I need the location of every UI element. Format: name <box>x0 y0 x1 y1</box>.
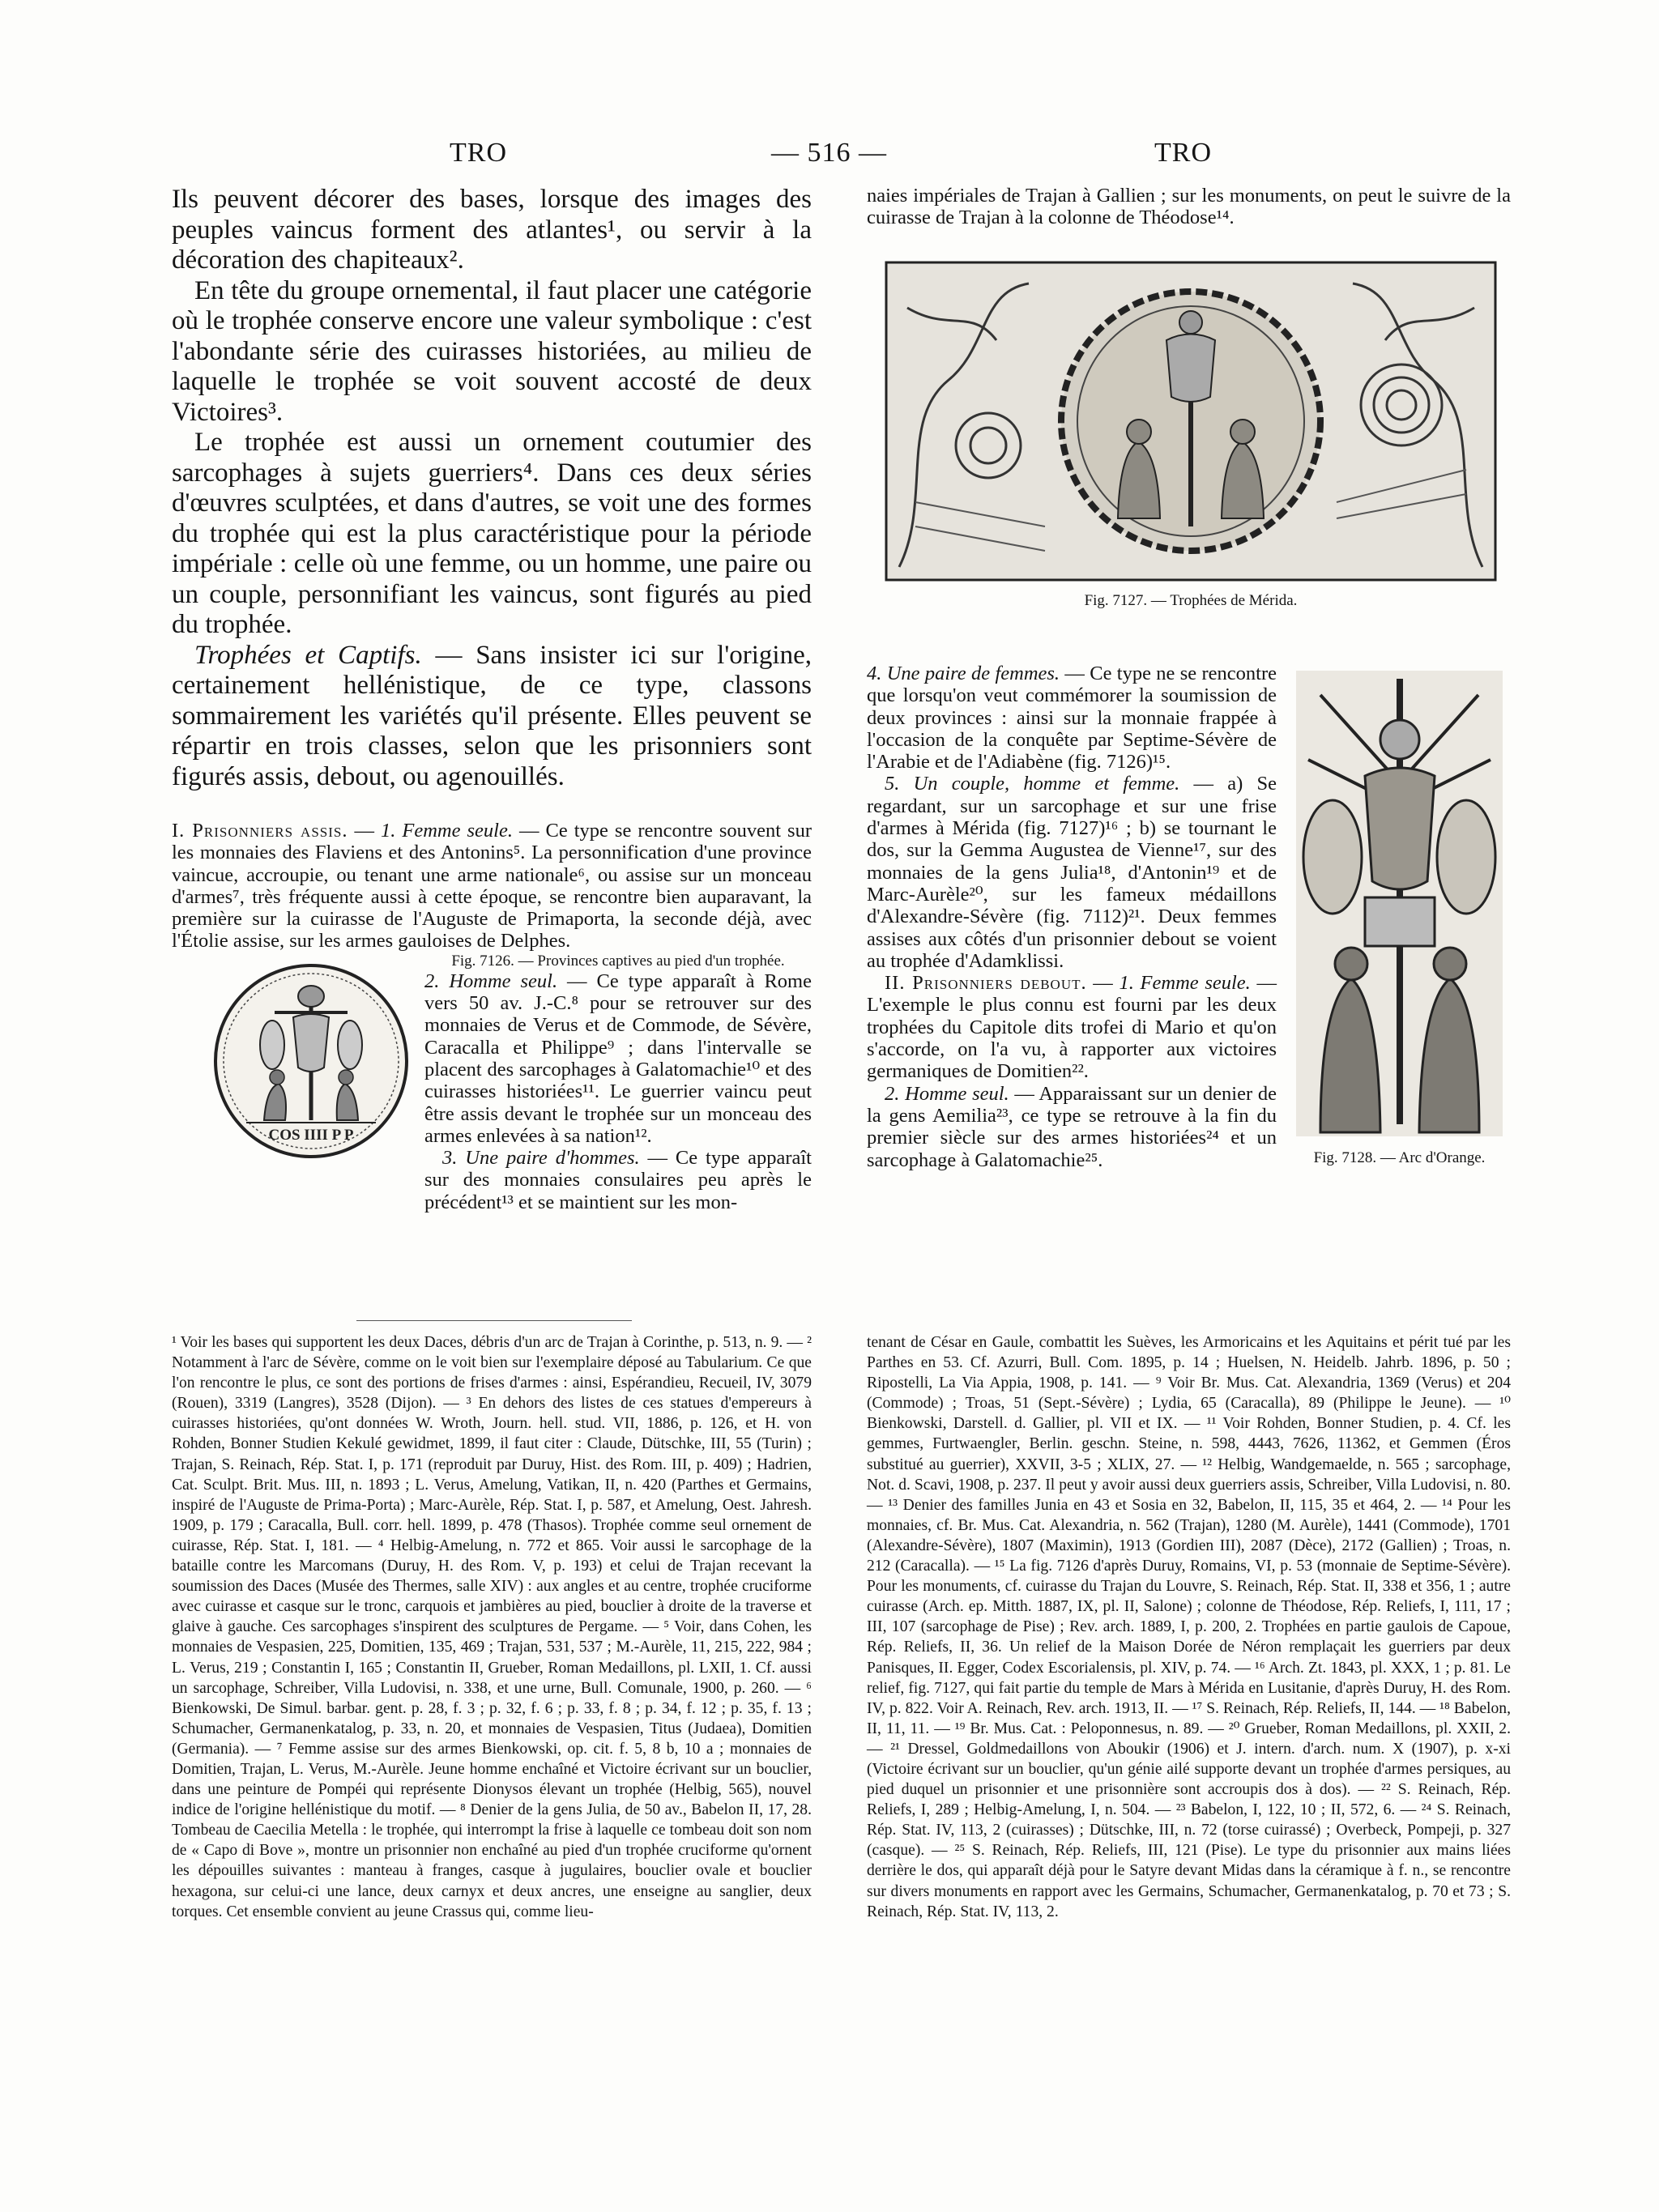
subsection-title: 2. Homme seul. <box>885 1082 1009 1105</box>
subsection-title: 4. Une paire de femmes. <box>867 663 1060 684</box>
figure-7128 <box>1288 663 1511 1169</box>
page-number: — 516 — <box>771 138 887 168</box>
paragraph-text: — Sans insister ici sur l'origine, certainement hellénistique, de ce type, classons sommairement les variétés qu'il présente. Elles peuvent se répartir en trois classes, selon que les prisonniers sont figurés assis, debout, ou agenouillés. <box>172 640 812 791</box>
running-head-left: TRO <box>450 138 507 168</box>
relief-illustration <box>883 259 1499 583</box>
paragraph: naies impériales de Trajan à Gallien ; sur les monuments, on peut le suivre de la cuirasse de Trajan à la colonne de Théodose¹⁴. <box>867 185 1511 229</box>
section-title: Trophées et Captifs. <box>194 640 422 670</box>
section-heading: I. Prisonniers assis. <box>172 820 348 842</box>
paragraph-text: — a) Se regardant, sur un sarcophage et sur une frise d'armes à Mérida (fig. 7127)¹⁶ ; b) se tournant le dos, sur la Gemma Augustea de Vienne¹⁷, sur des monnaies de la gens Julia¹⁸, d'Antonin¹⁹ et de Marc-Aurèle²⁰, sur les fameux médaillons d'Alexandre-Sévère (fig. 7112)²¹. Deux femmes assises aux côtés d'un prisonnier debout se voient au trophée d'Adamklissi. <box>867 773 1277 972</box>
subsection-title: 3. Une paire d'hommes. <box>442 1147 640 1170</box>
figure-caption: Fig. 7128. — Arc d'Orange. <box>1313 1149 1486 1167</box>
paragraph-captifs <box>172 641 812 793</box>
footnotes-left: ¹ Voir les bases qui supportent les deux Daces, débris d'un arc de Trajan à Corinthe, p. 513, n. 9. — ² Notamment à l'arc de Sévère, comme on le voit bien sur l'exemplaire déposé au Tabularium. Ce que l'on rencontre le plus, ce sont des portions de frises d'armes : ainsi, Espérandieu, Recueil, IV, 3079 (Rouen), 3319 (Langres), 3528 (Dijon). — ³ En dehors des listes de ces statues d'empereurs à cuirasses historiées, qu'ont données W. Wroth, Journ. hell. stud. VII, 1886, p. 126, et H. von Rohden, Bonner Studien Kekulé gewidmet, 1899, il faut citer : Claude, Dütschke, III, 55 (Turin) ; Trajan, S. Reinach, Rép. Stat. I, p. 171 (reproduit par Duruy, Hist. des Rom. III, p. 409) ; Hadrien, Cat. Sculpt. Brit. Mus. III, n. 1893 ; L. Verus, Amelung, Vatikan, II, n. 420 (Parthes et Germains, inspiré de l'Auguste de Prima-Porta) ; Marc-Aurèle, Rép. Stat. I, p. 587, et Amelung, Oest. Jahresh. 1909, p. 179 ; Caracalla, Bull. corr. hell. 1899, p. 478 (Thasos). Trophée comme seul ornement de cuirasse, Rép. Stat. I, 181. — ⁴ Helbig-Amelung, n. 772 et 865. Voir aussi le sarcophage de la bataille contre les Marcomans (Duruy, H. des Rom. V, p. 193) et celui de Trajan recevant la soumission des Daces (Musée des Thermes, salle XIV) : aux angles et au centre, trophée cruciforme avec cuirasse et casque sur le tronc, carquois et jambières au pied, bouclier à droite de la traverse et glaive à gauche. Ces sarcophages s'inspirent des sculptures de Pergame. — ⁵ Voir, dans Cohen, les monnaies de Vespasien, 225, Domitien, 135, 469 ; Trajan, 531, 537 ; M.-Aurèle, 11, 215, 222, 984 ; L. Verus, 219 ; Constantin I, 165 ; Constantin II, Grueber, Roman Medaillons, pl. LXII, 1. Cf. aussi un sarcophage, Schreiber, Villa Ludovisi, n. 338, et une urne, Bull. Comunale, 1900, p. 260. — ⁶ Bienkowski, De Simul. barbar. gent. p. 28, f. 3 ; p. 32, f. 6 ; p. 33, f. 8 ; p. 34, f. 12 ; p. 35, f. 13 ; Schumacher, Germanenkatalog, p. 33, n. 20, et monnaies de Vespasien, Titus (Judaea), Domitien (Germania). — ⁷ Femme assise sur des armes Bienkowski, op. cit. f. 5, 8 b, 10 a ; monnaies de Domitien, Trajan, L. Verus, M.-Aurèle. Jeune homme enchaîné et Victoire écrivant sur un bouclier, dans une peinture de Pompéi qui représente Dionysos élevant un trophée (Helbig, 565), nouvel indice de l'origine hellénistique du motif. — ⁸ Denier de la gens Julia, de 50 av., Babelon II, 17, 28. Tombeau de Caecilia Metella : le trophée, qui interrompt la frise à laquelle ce tombeau doit son nom de « Capo di Bove », montre un prisonnier non enchaîné au pied d'un trophée cruciforme qu'ornent les dépouilles suivantes : manteau à franges, casque à jugulaires, bouclier ovale et bouclier hexagona, sur celui-ci une lance, deux carnyx et deux ancres, une enseigne au sanglier, deux torques. Cet ensemble convient au jeune Crassus qui, comme lieu- <box>172 1334 812 1920</box>
running-head-right: TRO <box>1154 138 1212 168</box>
paragraph-text: — Ce type apparaît à Rome vers 50 av. J.-C.⁸ pour se retrouver sur des monnaies de Verus et de Commode, de Sévère, Caracalla et Philippe⁹ ; dans l'intervalle se placent des sarcophages à Galatomachie¹⁰ et des cuirasses historiées¹¹. Le guerrier vaincu peut être assis devant le trophée sur un monceau des armes enlevées à sa nation¹². <box>424 970 812 1147</box>
arch-trophy-illustration <box>1288 663 1511 1144</box>
paragraph-s1: I. Prisonniers assis. — 1. Femme seule. — Ce type se rencontre souvent sur les monnaies des Flaviens et des Antonins⁵. La personnification d'une province vaincue, accroupie, ou tenant une arme nationale⁶, ou assise sur un monceau d'armes⁷, très fréquente aussi à cette époque, se rencontre bien auparavant, la première sur la cuirasse de l'Auguste de Primaporta, la seconde déjà, avec l'Étolie assise, sur les armes gauloises de Delphes. <box>172 820 812 953</box>
figure-caption: Fig. 7127. — Trophées de Mérida. <box>1084 592 1298 609</box>
figure-caption: Fig. 7126. — Provinces captives au pied d'un trophée. <box>451 952 785 970</box>
paragraph: En tête du groupe ornemental, il faut placer une catégorie où le trophée conserve encore une valeur symbolique : c'est l'abondante série des cuirasses historiées, au milieu de laquelle le trophée se voit souvent accosté de deux Victoires³. <box>172 275 812 427</box>
paragraph-text: — Apparaissant sur un denier de la gens Aemilia²³, ce type se retrouve à la fin du premier siècle sur des armes historiées²⁴ et un sarcophage à Galatomachie²⁵. <box>867 1082 1277 1171</box>
subsection-title: 1. Femme seule. <box>381 820 513 842</box>
paragraph-sII: II. Prisonniers debout. — 1. Femme seule. — L'exemple le plus connu est fourni par les deux trophées du Capitole dits trofei di Mario et qu'on s'accorde, on l'a vu, à rapporter aux victoires germaniques de Domitien²². <box>867 972 1277 1083</box>
right-column-body <box>867 663 1511 1175</box>
left-column-small <box>172 820 812 1226</box>
right-column-top <box>867 185 1511 229</box>
paragraph-text: — L'exemple le plus connu est fourni par les deux trophées du Capitole dits trofei di Mario et qu'on s'accorde, on l'a vu, à rapporter aux victoires germaniques de Domitien²². <box>867 972 1277 1083</box>
paragraph-text: — Ce type se rencontre souvent sur les monnaies des Flaviens et des Antonins⁵. La personnification d'une province vaincue, accroupie, ou tenant une arme nationale⁶, ou assise sur un monceau d'armes⁷, très fréquente aussi à cette époque, se rencontre bien auparavant, la première sur la cuirasse de l'Auguste de Primaporta, la seconde déjà, avec l'Étolie assise, sur les armes gauloises de Delphes. <box>172 820 812 953</box>
subsection-title: 5. Un couple, homme et femme. <box>885 773 1180 795</box>
figure-7127 <box>883 259 1499 610</box>
left-column-main <box>172 185 812 792</box>
figure-7126 <box>172 954 413 1221</box>
paragraph-text: — Ce type apparaît sur des monnaies consulaires peu après le précédent¹³ et se maintient sur les mon- <box>424 1147 812 1213</box>
footnote-divider <box>356 1320 632 1321</box>
coin-illustration <box>190 954 431 1173</box>
section-heading: II. Prisonniers debout. <box>885 972 1087 995</box>
paragraph-text: — Ce type ne se rencontre que lorsqu'on veut commémorer la soumission de deux provinces : ainsi sur la monnaie frappée à l'occasion de la conquête par Septime-Sévère de l'Arabie et de l'Adiabène (fig. 7126)¹⁵. <box>867 663 1277 774</box>
subsection-title: 2. Homme seul. <box>424 970 558 992</box>
coin-legend: COS IIII P P <box>268 1126 354 1144</box>
paragraph: Le trophée est aussi un ornement coutumier des sarcophages à sujets guerriers⁴. Dans ces deux séries d'œuvres sculptées, et dans d'autres, se voit une des formes du trophée qui est la plus caractéristique pour la période impériale : celle où une femme, ou un homme, une paire ou un couple, personnifiant les vaincus, sont figurés au pied du trophée. <box>172 428 812 639</box>
subsection-title: 1. Femme seule. <box>1119 972 1251 995</box>
paragraph: Ils peuvent décorer des bases, lorsque des images des peuples vaincus forment des atlantes¹, ou servir à la décoration des chapiteaux². <box>172 185 812 275</box>
footnotes-right: tenant de César en Gaule, combattit les Suèves, les Armoricains et les Aquitains et périt tué par les Parthes en 53. Cf. Azurri, Bull. Com. 1895, p. 14 ; Huelsen, N. Heidelb. Jahrb. 1896, p. 50 ; Ripostelli, La Via Appia, 1908, p. 141. — ⁹ Voir Br. Mus. Cat. Alexandria, 1369 (Verus) et 204 (Commode) ; Troas, 51 (Sept.-Sévère) ; Lydia, 65 (Caracalla), 89 (Philippe le Jeune). — ¹⁰ Bienkowski, Darstell. d. Gallier, pl. VII et IX. — ¹¹ Voir Rohden, Bonner Studien, p. 4. Cf. les gemmes, Furtwaengler, Berlin. geschn. Steine, n. 598, 4443, 7626, 11362, et Gemmen (Éros substitué au guerrier), XXVII, 3-5 ; XLIX, 27. — ¹² Helbig, Wandgemaelde, n. 565 ; sarcophage, Not. d. Scavi, 1908, p. 237. Il peut y avoir aussi deux guerriers assis, Schreiber, Villa Ludovisi, n. 80. — ¹³ Denier des familles Junia en 43 et Sosia en 32, Babelon, II, 115, 35 et 464, 2. — ¹⁴ Pour les monnaies, cf. Br. Mus. Cat. Alexandria, n. 562 (Trajan), 1280 (M. Aurèle), 1441 (Commode), 1701 (Alexandre-Sévère), 1807 (Maximin), 1913 (Gordien III), 2087 (Dèce), 2172 (Gallien) ; Troas, n. 212 (Caracalla). — ¹⁵ La fig. 7126 d'après Duruy, Romains, VI, p. 53 (monnaie de Septime-Sévère). Pour les monuments, cf. cuirasse du Trajan du Louvre, S. Reinach, Rép. Stat. II, 338 et 356, 1 ; autre cuirasse (Arch. ep. Mitth. 1887, IX, pl. II, Salone) ; colonne de Théodose, Rép. Reliefs, I, 111, 17 ; III, 107 (sarcophage de Pise) ; Rev. arch. 1889, I, p. 200, 2. Trophées en partie gaulois de Capoue, Rép. Reliefs, II, 36. Un relief de la Maison Dorée de Néron remplaçait les guerriers par deux Panisques, II. Egger, Codex Escorialensis, pl. XIV, p. 74. — ¹⁶ Arch. Zt. 1843, pl. XXX, 1 ; p. 81. Le relief, fig. 7127, qui fait partie du temple de Mars à Mérida en Lusitanie, d'après Duruy, H. des Rom. IV, p. 822. Voir A. Reinach, Rev. arch. 1913, II. — ¹⁷ S. Reinach, Rép. Reliefs, II, 144. — ¹⁸ Babelon, II, 11, 11. — ¹⁹ Br. Mus. Cat. : Peloponnesus, n. 89. — ²⁰ Grueber, Roman Medaillons, pl. XXII, 2. — ²¹ Dressel, Goldmedaillons von Aboukir (1906) et J. intern. d'arch. num. X (1907), p. x-xi (Victoire écrivant sur un bouclier, qu'un génie ailé supporte devant un trophée d'armes persiques, au pied duquel un prisonnier et une prisonnière sont accroupis dos à dos). — ²² S. Reinach, Rép. Reliefs, I, 289 ; Helbig-Amelung, I, n. 504. — ²³ Babelon, I, 122, 10 ; II, 572, 6. — ²⁴ S. Reinach, Rép. Stat. IV, 113, 2 (cuirasses) ; Dütschke, III, n. 72 (torse cuirassé) ; Overbeck, Pompeji, p. 327 (casque). — ²⁵ S. Reinach, Rép. Reliefs, III, 121 (Pise). Le type du prisonnier aux mains liées derrière le dos, qui apparaît déjà pour le Satyre devant Midas dans la céramique à f. n., se rencontre sur divers monuments en rapport avec les Germains, Schumacher, Germanenkatalog, p. 70 et 73 ; S. Reinach, Rép. Stat. IV, 113, 2. <box>867 1334 1511 1920</box>
